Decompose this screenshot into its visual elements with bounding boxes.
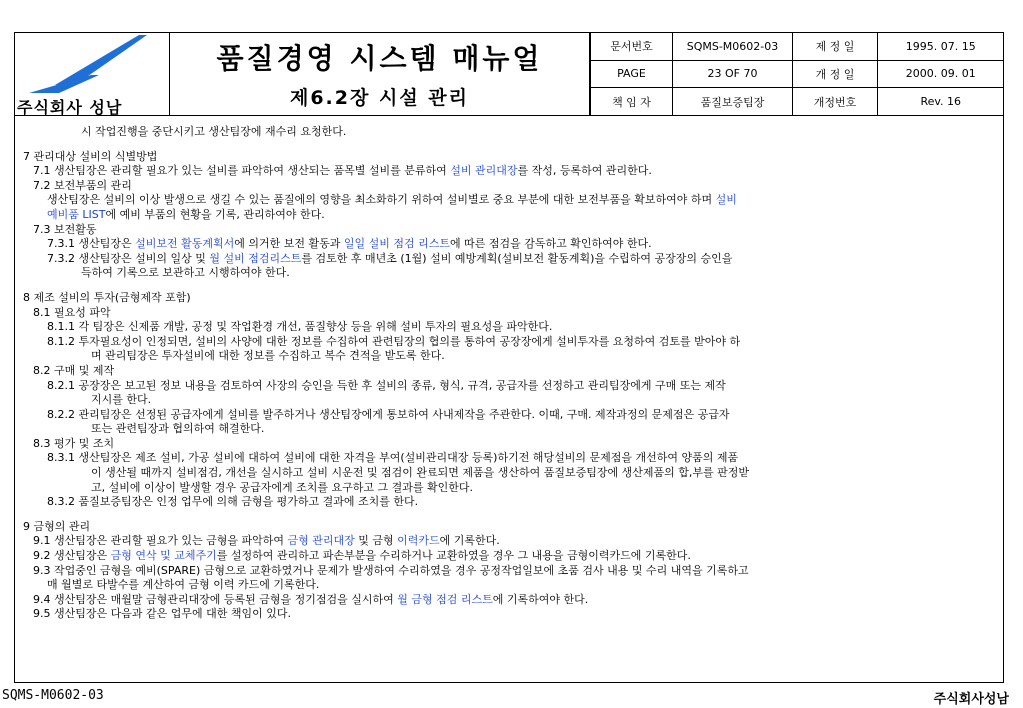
meta-label-doc-no: 문서번호 — [591, 33, 673, 60]
document-meta-table — [590, 33, 1004, 115]
meta-label-owner: 책 임 자 — [591, 88, 673, 115]
text-line: 시 작업진행을 중단시키고 생산팀장에 재수리 요청한다. — [81, 125, 347, 138]
meta-value-owner: 품질보증팀장 — [673, 88, 793, 115]
highlight-text: 설비 — [715, 193, 737, 207]
subsection-heading: 8.2 구매 및 제작 — [33, 363, 115, 377]
highlight-text: 설비보전 활동계획서 — [135, 237, 235, 251]
meta-value-created: 1995. 07. 15 — [878, 33, 1004, 60]
subsection-heading: 8.3 평가 및 조치 — [33, 436, 115, 450]
meta-label-created: 제 정 일 — [793, 33, 878, 60]
text-line: 9.5 생산팀장은 다음과 같은 업무에 대한 책임이 있다. — [33, 607, 291, 621]
text-line: 9.3 작업중인 금형을 예비(SPARE) 금형으로 교환하였거나 문제가 발생하여 수리하였을 경우 공정작업일보에 초품 검사 내용 및 수리 내역을 기록하고 — [33, 563, 749, 577]
text-line: 이 생산될 때까지 설비점검, 개선을 실시하고 설비 시운전 및 점검이 완료되면 제품을 생산하여 품질보증팀장에 생산제품의 합,부를 판정받 — [91, 466, 749, 480]
meta-row — [591, 88, 1004, 115]
text-line: 7.1 생산팀장은 관리할 필요가 있는 설비를 파악하여 생산되는 품목별 설비를 분류하여 설비 관리대장를 작성, 등록하여 관리한다. — [33, 164, 652, 178]
company-logo-icon — [29, 35, 147, 93]
meta-value-revised: 2000. 09. 01 — [878, 60, 1004, 87]
highlight-text: 금형 관리대장 — [287, 534, 355, 548]
meta-value-revision: Rev. 16 — [878, 88, 1004, 115]
highlight-text: 이력카드 — [397, 534, 440, 548]
meta-value-doc-no: SQMS-M0602-03 — [673, 33, 793, 60]
text-line: 8.2.2 관리팀장은 선정된 공급자에게 설비를 발주하거나 생산팀장에게 통보하여 사내제작을 주관한다. 이때, 구매. 제작과정의 문제점은 공급자 — [47, 407, 730, 421]
subsection-heading: 7.2 보전부품의 관리 — [33, 178, 132, 192]
meta-row — [591, 60, 1004, 87]
meta-label-revision: 개정번호 — [793, 88, 878, 115]
text-line: 8.3.2 품질보증팀장은 인정 업무에 의해 금형을 평가하고 결과에 조치를 한다. — [47, 495, 419, 509]
subsection-heading: 8.1 필요성 파악 — [33, 305, 111, 319]
text-line: 8.3.1 생산팀장은 제조 설비, 가공 설비에 대하여 설비에 대한 자격을 부여(설비관리대장 등록)하기전 해당설비의 문제점을 개선하여 양품의 제품 — [47, 451, 739, 465]
highlight-text: 일일 설비 점검 리스트 — [343, 237, 451, 251]
text-line: 지시를 한다. — [91, 393, 152, 407]
title-cell — [170, 33, 590, 115]
chapter-title: 제6.2장 시설 관리 — [289, 87, 469, 109]
text-line: 9.1 생산팀장은 관리할 필요가 있는 금형을 파악하여 금형 관리대장 및 금형 이력카드에 기록한다. — [33, 534, 500, 548]
text-line: 생산팀장은 설비의 이상 발생으로 생길 수 있는 품질에의 영향을 최소화하기 위하여 설비별로 중요 부분에 대한 보전부품을 확보하여야 하며 설비 — [47, 193, 737, 207]
text-line: 8.2.1 공장장은 보고된 정보 내용을 검토하여 사장의 승인을 득한 후 설비의 종류, 형식, 규격, 공급자를 선정하고 관리팀장에게 구매 또는 제작 — [47, 378, 726, 392]
meta-label-revised: 개 정 일 — [793, 60, 878, 87]
text-line: 9.4 생산팀장은 매월말 금형관리대장에 등록된 금형을 정기점검을 실시하여 월 금형 점검 리스트에 기록하여야 한다. — [33, 592, 589, 606]
document-header — [15, 33, 1003, 116]
text-line: 예비품 LIST에 예비 부품의 현황을 기록, 관리하여야 한다. — [47, 207, 325, 221]
text-line: 8.1.2 투자필요성이 인정되면, 설비의 사양에 대한 정보를 수집하여 관련팀장의 협의를 통하여 공장장에게 설비투자를 요청하여 검토를 받아야 하 — [47, 334, 741, 348]
highlight-text: 금형 연삭 및 교체주기 — [110, 549, 217, 563]
text-line: 며 관리팀장은 투자설비에 대한 정보를 수집하고 복수 견적을 받도록 한다. — [91, 349, 445, 363]
page-title: 품질경영 시스템 매뉴얼 — [216, 42, 543, 75]
meta-value-page: 23 OF 70 — [673, 60, 793, 87]
text-line: 득하여 기록으로 보관하고 시행하여야 한다. — [81, 266, 290, 280]
subsection-heading: 7.3 보전활동 — [33, 222, 97, 236]
highlight-text: 월 설비 점검리스트 — [209, 251, 302, 265]
footer-company: 주식회사성남 — [933, 692, 1009, 707]
section-heading: 9 금형의 관리 — [23, 519, 91, 533]
footer-doc-code: SQMS-M0602-03 — [2, 688, 104, 703]
section-heading: 8 제조 설비의 투자(금형제작 포함) — [23, 290, 191, 304]
text-line: 고, 설비에 이상이 발생할 경우 공급자에게 조치를 요구하고 그 결과를 확인한다. — [91, 480, 473, 494]
text-line: 9.2 생산팀장은 금형 연삭 및 교체주기를 설정하여 관리하고 파손부분을 수리하거나 교환하였을 경우 그 내용을 금형이력카드에 기록한다. — [33, 549, 691, 563]
text-line: 또는 관련팀장과 협의하여 해결한다. — [91, 422, 265, 436]
meta-label-page: PAGE — [591, 60, 673, 87]
text-line: 8.1.1 각 팀장은 신제품 개발, 공정 및 작업환경 개선, 품질향상 등을 위해 설비 투자의 필요성을 파악한다. — [47, 320, 553, 334]
highlight-text: 예비품 LIST — [47, 207, 106, 221]
document-frame — [14, 32, 1004, 683]
logo-cell — [15, 33, 170, 115]
section-heading: 7 관리대상 설비의 식별방법 — [23, 149, 158, 163]
document-body — [23, 125, 995, 622]
text-line: 매 월별로 타발수를 계산하여 금형 이력 카드에 기록한다. — [47, 578, 320, 592]
highlight-text: 설비 관리대장 — [450, 164, 518, 178]
company-name: 주식회사 성남 — [17, 98, 123, 117]
highlight-text: 월 금형 점검 리스트 — [397, 592, 493, 606]
text-line: 7.3.2 생산팀장은 설비의 일상 및 월 설비 점검리스트를 검토한 후 매년초 (1월) 설비 예방계획(설비보전 활동계획)을 수립하여 공장장의 승인을 — [47, 251, 733, 265]
text-line: 7.3.1 생산팀장은 설비보전 활동계획서에 의거한 보전 활동과 일일 설비 점검 리스트에 따른 점검을 감독하고 확인하여야 한다. — [47, 237, 652, 251]
meta-row — [591, 33, 1004, 60]
